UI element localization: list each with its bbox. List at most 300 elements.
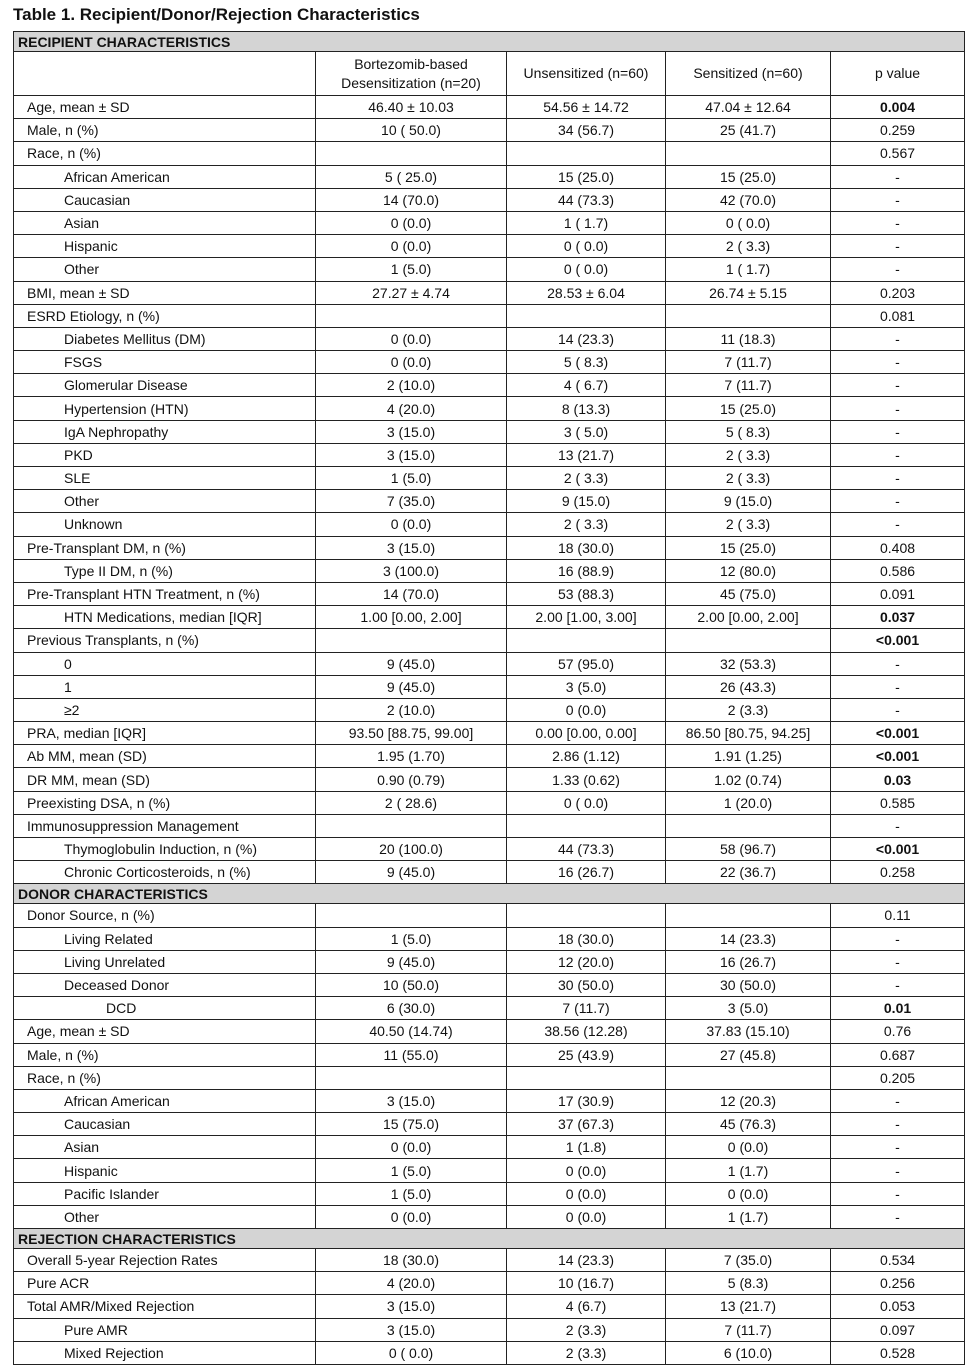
cell-sensitized: 1 (20.0): [666, 791, 831, 814]
cell-unsensitized: 8 (13.3): [507, 397, 666, 420]
cell-unsensitized: 0 (0.0): [507, 1159, 666, 1182]
cell-bortezomib: 3 (15.0): [316, 420, 507, 443]
table-row: [14, 1272, 965, 1295]
cell-unsensitized: 13 (21.7): [507, 443, 666, 466]
cell-bortezomib: 3 (15.0): [316, 443, 507, 466]
cell-bortezomib: 4 (20.0): [316, 1272, 507, 1295]
cell-sensitized: 30 (50.0): [666, 973, 831, 996]
cell-bortezomib: 9 (45.0): [316, 861, 507, 884]
cell-sensitized: 45 (75.0): [666, 582, 831, 605]
cell-p-value: 0.205: [831, 1066, 965, 1089]
cell-unsensitized: 2.86 (1.12): [507, 745, 666, 768]
table-row: [14, 675, 965, 698]
cell-sensitized: 1.91 (1.25): [666, 745, 831, 768]
cell-bortezomib: [316, 142, 507, 165]
table-row: [14, 606, 965, 629]
table-row: [14, 1295, 965, 1318]
row-label: Caucasian: [14, 1113, 316, 1136]
cell-bortezomib: 1 (5.0): [316, 467, 507, 490]
cell-sensitized: 1.02 (0.74): [666, 768, 831, 791]
cell-bortezomib: 0 ( 0.0): [316, 1341, 507, 1364]
cell-p-value: <0.001: [831, 838, 965, 861]
cell-unsensitized: [507, 904, 666, 927]
cell-bortezomib: 15 (75.0): [316, 1113, 507, 1136]
cell-sensitized: 3 (5.0): [666, 997, 831, 1020]
section-title: REJECTION CHARACTERISTICS: [14, 1229, 965, 1249]
cell-bortezomib: 1.95 (1.70): [316, 745, 507, 768]
row-label: Male, n (%): [14, 119, 316, 142]
cell-p-value: 0.03: [831, 768, 965, 791]
cell-unsensitized: 2 ( 3.3): [507, 513, 666, 536]
cell-unsensitized: 34 (56.7): [507, 119, 666, 142]
cell-bortezomib: 3 (15.0): [316, 1089, 507, 1112]
cell-unsensitized: 14 (23.3): [507, 327, 666, 350]
cell-sensitized: 15 (25.0): [666, 165, 831, 188]
cell-unsensitized: 0.00 [0.00, 0.00]: [507, 722, 666, 745]
row-label: 0: [14, 652, 316, 675]
cell-bortezomib: 10 ( 50.0): [316, 119, 507, 142]
cell-sensitized: 14 (23.3): [666, 927, 831, 950]
cell-unsensitized: 9 (15.0): [507, 490, 666, 513]
cell-sensitized: 27 (45.8): [666, 1043, 831, 1066]
cell-sensitized: 11 (18.3): [666, 327, 831, 350]
table-row: [14, 1341, 965, 1364]
cell-bortezomib: 1 (5.0): [316, 1159, 507, 1182]
table-row: [14, 1043, 965, 1066]
cell-sensitized: 7 (11.7): [666, 351, 831, 374]
cell-bortezomib: 10 (50.0): [316, 973, 507, 996]
table-row: [14, 582, 965, 605]
cell-p-value: 0.76: [831, 1020, 965, 1043]
cell-unsensitized: 2.00 [1.00, 3.00]: [507, 606, 666, 629]
table-row: [14, 467, 965, 490]
cell-p-value: -: [831, 1205, 965, 1228]
cell-bortezomib: 1 (5.0): [316, 1182, 507, 1205]
cell-p-value: -: [831, 950, 965, 973]
cell-unsensitized: [507, 142, 666, 165]
table-row: [14, 490, 965, 513]
cell-unsensitized: 30 (50.0): [507, 973, 666, 996]
cell-sensitized: 58 (96.7): [666, 838, 831, 861]
cell-p-value: -: [831, 327, 965, 350]
section-title: DONOR CHARACTERISTICS: [14, 884, 965, 904]
table-row: [14, 904, 965, 927]
cell-bortezomib: 3 (15.0): [316, 1318, 507, 1341]
cell-unsensitized: 54.56 ± 14.72: [507, 96, 666, 119]
cell-p-value: -: [831, 927, 965, 950]
cell-p-value: 0.01: [831, 997, 965, 1020]
table-row: [14, 281, 965, 304]
row-label: Hispanic: [14, 235, 316, 258]
table-row: [14, 745, 965, 768]
row-label: DCD: [14, 997, 316, 1020]
cell-sensitized: 45 (76.3): [666, 1113, 831, 1136]
cell-unsensitized: 16 (88.9): [507, 559, 666, 582]
table-row: [14, 791, 965, 814]
table-row: [14, 768, 965, 791]
cell-p-value: <0.001: [831, 745, 965, 768]
cell-p-value: 0.528: [831, 1341, 965, 1364]
row-label: Ab MM, mean (SD): [14, 745, 316, 768]
cell-p-value: 0.203: [831, 281, 965, 304]
row-label: Asian: [14, 211, 316, 234]
cell-sensitized: 1 (1.7): [666, 1159, 831, 1182]
row-label: Pure ACR: [14, 1272, 316, 1295]
cell-bortezomib: 2 ( 28.6): [316, 791, 507, 814]
row-label: Total AMR/Mixed Rejection: [14, 1295, 316, 1318]
cell-bortezomib: 0 (0.0): [316, 327, 507, 350]
cell-unsensitized: 5 ( 8.3): [507, 351, 666, 374]
table-row: [14, 327, 965, 350]
row-label: Chronic Corticosteroids, n (%): [14, 861, 316, 884]
cell-p-value: 0.534: [831, 1249, 965, 1272]
cell-unsensitized: 3 ( 5.0): [507, 420, 666, 443]
table-row: [14, 973, 965, 996]
row-label: DR MM, mean (SD): [14, 768, 316, 791]
cell-p-value: 0.091: [831, 582, 965, 605]
table-row: [14, 397, 965, 420]
column-header-empty: [14, 52, 316, 96]
row-label: Other: [14, 490, 316, 513]
cell-unsensitized: 12 (20.0): [507, 950, 666, 973]
cell-unsensitized: [507, 304, 666, 327]
table-row: [14, 1318, 965, 1341]
cell-sensitized: 2 ( 3.3): [666, 467, 831, 490]
cell-sensitized: 15 (25.0): [666, 536, 831, 559]
cell-p-value: -: [831, 397, 965, 420]
table-title: Table 1. Recipient/Donor/Rejection Characteristics: [13, 5, 420, 24]
row-label: Thymoglobulin Induction, n (%): [14, 838, 316, 861]
table-row: [14, 1066, 965, 1089]
column-header-bortezomib: Bortezomib-based Desensitization (n=20): [316, 52, 507, 96]
row-label: PRA, median [IQR]: [14, 722, 316, 745]
table-row: [14, 950, 965, 973]
cell-unsensitized: 18 (30.0): [507, 927, 666, 950]
row-label: Overall 5-year Rejection Rates: [14, 1249, 316, 1272]
cell-bortezomib: 27.27 ± 4.74: [316, 281, 507, 304]
table-row: [14, 304, 965, 327]
cell-unsensitized: 18 (30.0): [507, 536, 666, 559]
cell-p-value: -: [831, 652, 965, 675]
cell-sensitized: 47.04 ± 12.64: [666, 96, 831, 119]
cell-sensitized: 37.83 (15.10): [666, 1020, 831, 1043]
table-row: [14, 420, 965, 443]
table-row: [14, 814, 965, 837]
cell-unsensitized: 4 (6.7): [507, 1295, 666, 1318]
cell-unsensitized: 0 (0.0): [507, 698, 666, 721]
row-label: BMI, mean ± SD: [14, 281, 316, 304]
cell-unsensitized: 2 (3.3): [507, 1341, 666, 1364]
cell-bortezomib: 3 (15.0): [316, 536, 507, 559]
table-row: [14, 1089, 965, 1112]
row-label: Race, n (%): [14, 142, 316, 165]
cell-p-value: -: [831, 675, 965, 698]
cell-bortezomib: 5 ( 25.0): [316, 165, 507, 188]
cell-p-value: 0.037: [831, 606, 965, 629]
cell-sensitized: [666, 629, 831, 652]
row-label: Pacific Islander: [14, 1182, 316, 1205]
row-label: Unknown: [14, 513, 316, 536]
cell-sensitized: [666, 304, 831, 327]
cell-p-value: -: [831, 1113, 965, 1136]
cell-p-value: -: [831, 513, 965, 536]
table-row: [14, 188, 965, 211]
cell-sensitized: 0 ( 0.0): [666, 211, 831, 234]
table-row: [14, 258, 965, 281]
row-label: African American: [14, 1089, 316, 1112]
table-row: [14, 559, 965, 582]
row-label: Age, mean ± SD: [14, 1020, 316, 1043]
cell-p-value: <0.001: [831, 722, 965, 745]
cell-p-value: -: [831, 1136, 965, 1159]
cell-unsensitized: 0 (0.0): [507, 1205, 666, 1228]
cell-p-value: 0.053: [831, 1295, 965, 1318]
table-row: [14, 1020, 965, 1043]
characteristics-table: [13, 31, 965, 1365]
cell-sensitized: 2 ( 3.3): [666, 235, 831, 258]
cell-bortezomib: 1.00 [0.00, 2.00]: [316, 606, 507, 629]
cell-p-value: 0.258: [831, 861, 965, 884]
cell-sensitized: 16 (26.7): [666, 950, 831, 973]
cell-bortezomib: 2 (10.0): [316, 374, 507, 397]
cell-bortezomib: 3 (100.0): [316, 559, 507, 582]
cell-sensitized: 32 (53.3): [666, 652, 831, 675]
cell-bortezomib: 9 (45.0): [316, 675, 507, 698]
cell-sensitized: 26.74 ± 5.15: [666, 281, 831, 304]
cell-unsensitized: 7 (11.7): [507, 997, 666, 1020]
cell-unsensitized: 0 ( 0.0): [507, 791, 666, 814]
cell-bortezomib: 20 (100.0): [316, 838, 507, 861]
cell-bortezomib: 18 (30.0): [316, 1249, 507, 1272]
cell-p-value: -: [831, 490, 965, 513]
cell-unsensitized: 17 (30.9): [507, 1089, 666, 1112]
cell-p-value: 0.259: [831, 119, 965, 142]
row-label: Immunosuppression Management: [14, 814, 316, 837]
cell-p-value: -: [831, 814, 965, 837]
cell-sensitized: 12 (20.3): [666, 1089, 831, 1112]
cell-unsensitized: [507, 629, 666, 652]
cell-sensitized: 86.50 [80.75, 94.25]: [666, 722, 831, 745]
table-row: [14, 119, 965, 142]
table-row: [14, 1249, 965, 1272]
cell-bortezomib: 2 (10.0): [316, 698, 507, 721]
cell-p-value: -: [831, 1089, 965, 1112]
cell-bortezomib: [316, 1066, 507, 1089]
cell-p-value: 0.004: [831, 96, 965, 119]
table-row: [14, 235, 965, 258]
table-row: [14, 1159, 965, 1182]
cell-sensitized: 9 (15.0): [666, 490, 831, 513]
cell-bortezomib: 93.50 [88.75, 99.00]: [316, 722, 507, 745]
cell-p-value: -: [831, 467, 965, 490]
column-header-row: [14, 52, 965, 96]
cell-p-value: -: [831, 443, 965, 466]
row-label: Preexisting DSA, n (%): [14, 791, 316, 814]
cell-sensitized: 7 (11.7): [666, 374, 831, 397]
cell-unsensitized: 1.33 (0.62): [507, 768, 666, 791]
cell-p-value: 0.081: [831, 304, 965, 327]
row-label: Pre-Transplant DM, n (%): [14, 536, 316, 559]
cell-sensitized: 7 (11.7): [666, 1318, 831, 1341]
cell-sensitized: 25 (41.7): [666, 119, 831, 142]
cell-bortezomib: 40.50 (14.74): [316, 1020, 507, 1043]
cell-unsensitized: 44 (73.3): [507, 838, 666, 861]
row-label: Asian: [14, 1136, 316, 1159]
cell-bortezomib: 11 (55.0): [316, 1043, 507, 1066]
cell-bortezomib: 0 (0.0): [316, 513, 507, 536]
cell-sensitized: 5 (8.3): [666, 1272, 831, 1295]
cell-sensitized: [666, 1066, 831, 1089]
cell-bortezomib: 0 (0.0): [316, 351, 507, 374]
cell-unsensitized: 4 ( 6.7): [507, 374, 666, 397]
cell-p-value: -: [831, 1182, 965, 1205]
section-title: RECIPIENT CHARACTERISTICS: [14, 32, 965, 52]
cell-unsensitized: 15 (25.0): [507, 165, 666, 188]
cell-unsensitized: 53 (88.3): [507, 582, 666, 605]
cell-bortezomib: 14 (70.0): [316, 582, 507, 605]
cell-sensitized: 2 (3.3): [666, 698, 831, 721]
row-label: Glomerular Disease: [14, 374, 316, 397]
cell-sensitized: 42 (70.0): [666, 188, 831, 211]
table-row: [14, 838, 965, 861]
cell-unsensitized: 38.56 (12.28): [507, 1020, 666, 1043]
cell-p-value: 0.585: [831, 791, 965, 814]
row-label: Hypertension (HTN): [14, 397, 316, 420]
cell-bortezomib: 0 (0.0): [316, 1205, 507, 1228]
cell-bortezomib: 3 (15.0): [316, 1295, 507, 1318]
cell-p-value: -: [831, 420, 965, 443]
table-row: [14, 997, 965, 1020]
cell-p-value: -: [831, 188, 965, 211]
table-row: [14, 861, 965, 884]
cell-sensitized: [666, 904, 831, 927]
row-label: HTN Medications, median [IQR]: [14, 606, 316, 629]
column-header-unsensitized: Unsensitized (n=60): [507, 52, 666, 96]
cell-bortezomib: [316, 304, 507, 327]
cell-sensitized: 5 ( 8.3): [666, 420, 831, 443]
row-label: Diabetes Mellitus (DM): [14, 327, 316, 350]
cell-sensitized: 2 ( 3.3): [666, 443, 831, 466]
table-row: [14, 374, 965, 397]
table-row: [14, 96, 965, 119]
cell-bortezomib: 4 (20.0): [316, 397, 507, 420]
cell-sensitized: 1 ( 1.7): [666, 258, 831, 281]
cell-bortezomib: 0.90 (0.79): [316, 768, 507, 791]
cell-p-value: -: [831, 165, 965, 188]
table-row: [14, 1136, 965, 1159]
cell-bortezomib: [316, 904, 507, 927]
cell-bortezomib: 46.40 ± 10.03: [316, 96, 507, 119]
cell-unsensitized: [507, 1066, 666, 1089]
cell-sensitized: 0 (0.0): [666, 1136, 831, 1159]
cell-bortezomib: 0 (0.0): [316, 1136, 507, 1159]
cell-unsensitized: 16 (26.7): [507, 861, 666, 884]
cell-p-value: 0.097: [831, 1318, 965, 1341]
cell-unsensitized: 2 (3.3): [507, 1318, 666, 1341]
cell-unsensitized: 37 (67.3): [507, 1113, 666, 1136]
cell-bortezomib: 14 (70.0): [316, 188, 507, 211]
row-label: 1: [14, 675, 316, 698]
section-header-row: [14, 1229, 965, 1249]
cell-unsensitized: 0 (0.0): [507, 1182, 666, 1205]
cell-bortezomib: 9 (45.0): [316, 950, 507, 973]
cell-unsensitized: 28.53 ± 6.04: [507, 281, 666, 304]
row-label: Donor Source, n (%): [14, 904, 316, 927]
row-label: ESRD Etiology, n (%): [14, 304, 316, 327]
cell-unsensitized: 2 ( 3.3): [507, 467, 666, 490]
row-label: Race, n (%): [14, 1066, 316, 1089]
row-label: Pre-Transplant HTN Treatment, n (%): [14, 582, 316, 605]
cell-p-value: -: [831, 1159, 965, 1182]
cell-bortezomib: 7 (35.0): [316, 490, 507, 513]
row-label: Living Related: [14, 927, 316, 950]
row-label: ≥2: [14, 698, 316, 721]
table-row: [14, 536, 965, 559]
cell-sensitized: 12 (80.0): [666, 559, 831, 582]
table-row: [14, 142, 965, 165]
table-row: [14, 927, 965, 950]
cell-sensitized: [666, 142, 831, 165]
cell-sensitized: 7 (35.0): [666, 1249, 831, 1272]
row-label: Other: [14, 1205, 316, 1228]
cell-p-value: -: [831, 258, 965, 281]
table-row: [14, 211, 965, 234]
cell-p-value: <0.001: [831, 629, 965, 652]
row-label: Type II DM, n (%): [14, 559, 316, 582]
cell-bortezomib: [316, 814, 507, 837]
cell-unsensitized: 25 (43.9): [507, 1043, 666, 1066]
row-label: Age, mean ± SD: [14, 96, 316, 119]
cell-p-value: -: [831, 973, 965, 996]
row-label: IgA Nephropathy: [14, 420, 316, 443]
cell-sensitized: 2.00 [0.00, 2.00]: [666, 606, 831, 629]
cell-sensitized: 22 (36.7): [666, 861, 831, 884]
cell-bortezomib: 0 (0.0): [316, 211, 507, 234]
cell-sensitized: 1 (1.7): [666, 1205, 831, 1228]
cell-p-value: 0.687: [831, 1043, 965, 1066]
cell-unsensitized: 10 (16.7): [507, 1272, 666, 1295]
row-label: FSGS: [14, 351, 316, 374]
table-row: [14, 513, 965, 536]
cell-unsensitized: 14 (23.3): [507, 1249, 666, 1272]
cell-unsensitized: 1 (1.8): [507, 1136, 666, 1159]
row-label: Other: [14, 258, 316, 281]
cell-p-value: 0.586: [831, 559, 965, 582]
row-label: African American: [14, 165, 316, 188]
cell-p-value: -: [831, 698, 965, 721]
row-label: Caucasian: [14, 188, 316, 211]
cell-unsensitized: 0 ( 0.0): [507, 258, 666, 281]
cell-p-value: 0.567: [831, 142, 965, 165]
cell-sensitized: 13 (21.7): [666, 1295, 831, 1318]
section-header-row: [14, 884, 965, 904]
cell-unsensitized: 57 (95.0): [507, 652, 666, 675]
cell-sensitized: [666, 814, 831, 837]
cell-bortezomib: 9 (45.0): [316, 652, 507, 675]
cell-p-value: -: [831, 351, 965, 374]
cell-p-value: 0.408: [831, 536, 965, 559]
row-label: Living Unrelated: [14, 950, 316, 973]
table-row: [14, 629, 965, 652]
cell-unsensitized: 3 (5.0): [507, 675, 666, 698]
table-row: [14, 698, 965, 721]
table-row: [14, 1182, 965, 1205]
cell-bortezomib: 1 (5.0): [316, 258, 507, 281]
cell-unsensitized: 1 ( 1.7): [507, 211, 666, 234]
row-label: Male, n (%): [14, 1043, 316, 1066]
cell-sensitized: 2 ( 3.3): [666, 513, 831, 536]
cell-p-value: 0.11: [831, 904, 965, 927]
